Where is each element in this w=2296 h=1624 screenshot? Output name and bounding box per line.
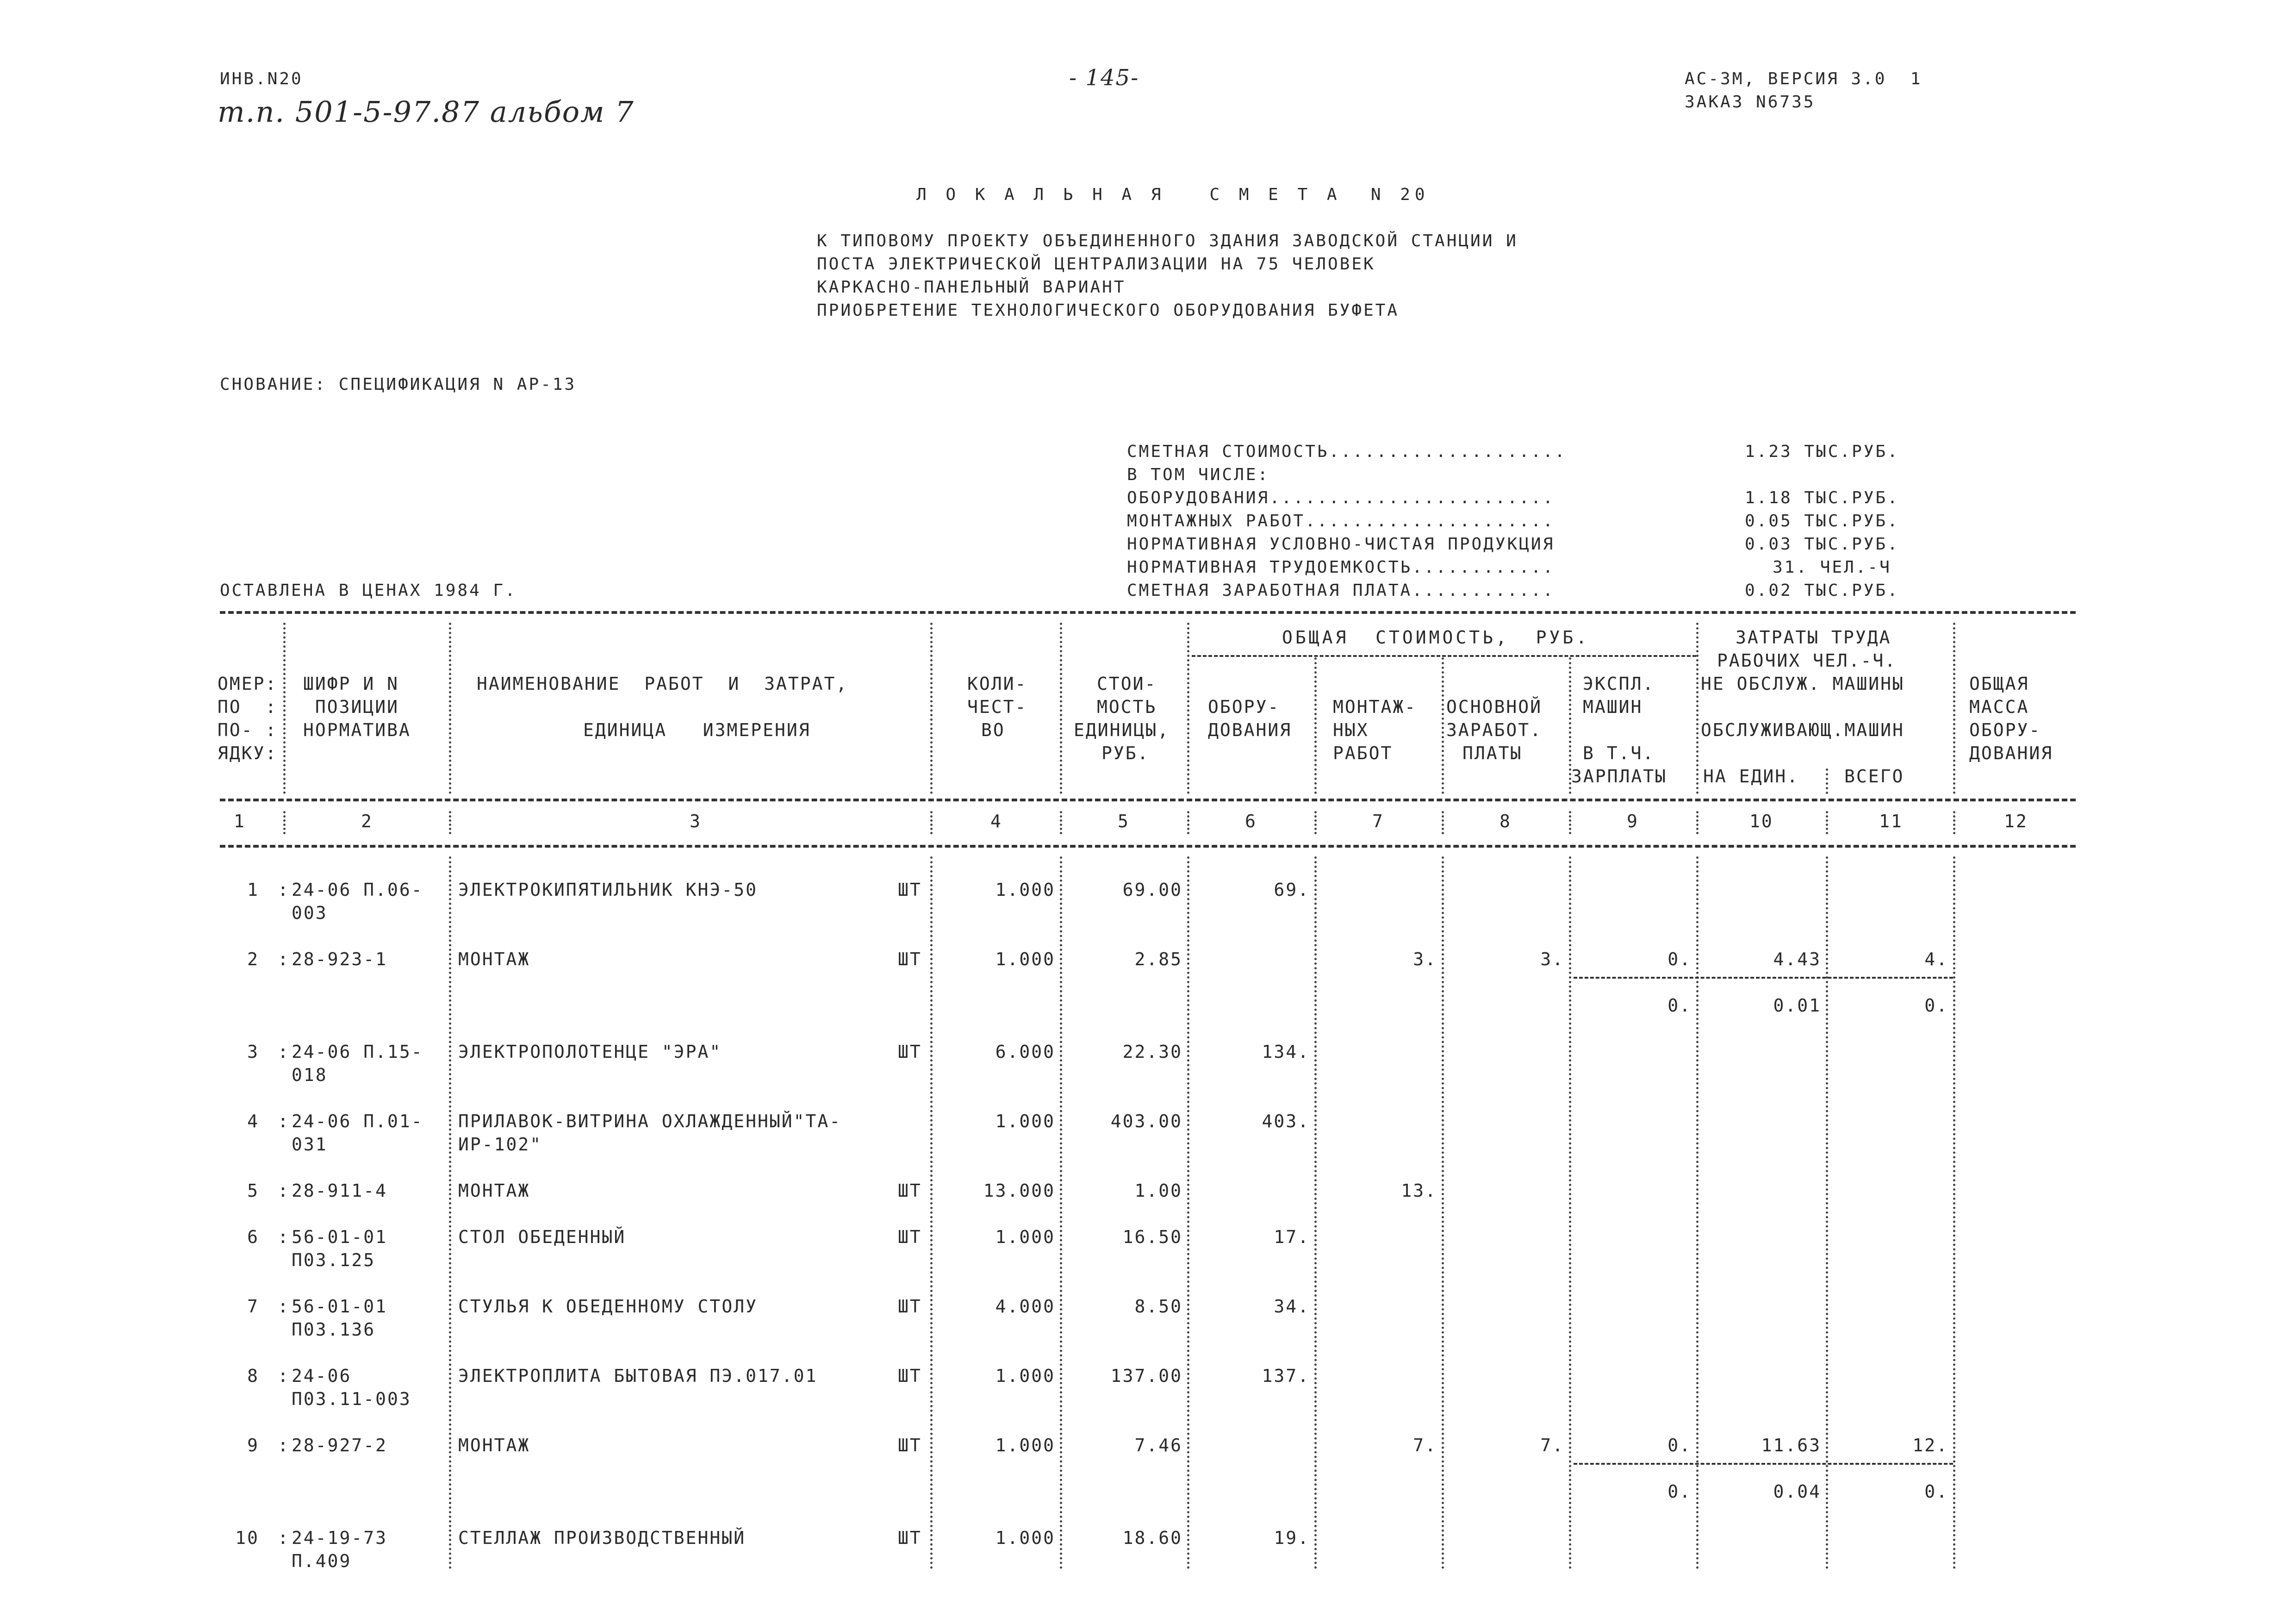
cell-separator: :: [278, 1111, 290, 1131]
column-separator: [1187, 856, 1189, 1569]
col2-header: НОРМАТИВА: [303, 720, 411, 740]
norm-code: П03.136: [292, 1319, 376, 1340]
summary-label: НОРМАТИВНАЯ ТРУДОЕМКОСТЬ............: [1127, 558, 1555, 577]
total-cost-group-header: ОБЩАЯ СТОИМОСТЬ, РУБ.: [1282, 627, 1590, 648]
item-name: ПРИЛАВОК-ВИТРИНА ОХЛАЖДЕННЫЙ"ТА-: [458, 1111, 842, 1131]
labor-group-header: РАБОЧИХ ЧЕЛ.-Ч.: [1717, 650, 1897, 671]
row-number: 8: [247, 1366, 259, 1386]
header-column-separator: [1060, 623, 1062, 794]
unit-price: 1.00: [1134, 1181, 1182, 1201]
base-wage: 7.: [1540, 1435, 1564, 1455]
column-separator: [1569, 856, 1571, 1569]
equipment-cost: 137.: [1262, 1366, 1310, 1386]
machine-operation: 0.: [1668, 1435, 1692, 1455]
quantity: 1.000: [995, 1528, 1055, 1548]
unit: ШТ: [898, 1435, 922, 1455]
column-number: 5: [1118, 811, 1130, 831]
summary-value: 0.03 ТЫС.РУБ.: [1745, 535, 1899, 554]
unit: ШТ: [898, 1366, 922, 1386]
column-separator: [1696, 856, 1699, 1569]
row-number: 5: [247, 1181, 259, 1201]
quantity: 13.000: [983, 1181, 1055, 1201]
cell-separator: :: [278, 880, 290, 900]
labor-subheader: ОБСЛУЖИВАЮЩ.МАШИН: [1701, 720, 1904, 740]
header-column-separator: [1826, 768, 1828, 794]
group-underline: [1192, 655, 1696, 657]
page-number: - 145-: [1069, 65, 1139, 91]
cell-separator: :: [278, 1528, 290, 1548]
program-version: АС-3М, ВЕРСИЯ 3.0 1: [1685, 69, 1923, 88]
title-line-3: КАРКАСНО-ПАНЕЛЬНЫЙ ВАРИАНТ: [817, 278, 1126, 297]
column-separator: [1187, 811, 1189, 834]
quantity: 1.000: [995, 949, 1055, 969]
column-number: 1: [234, 811, 246, 831]
column-number: 9: [1627, 811, 1639, 831]
unit: ШТ: [898, 1296, 922, 1317]
cell-separator: :: [278, 1366, 290, 1386]
quantity: 4.000: [995, 1296, 1055, 1317]
col9-header: ЭКСПЛ.: [1583, 674, 1655, 694]
column-number: 10: [1749, 811, 1773, 831]
col12-header: ОБЩАЯ: [1969, 674, 2029, 694]
summary-value: 1.23 ТЫС.РУБ.: [1745, 442, 1899, 461]
col9-header: В Т.Ч.: [1583, 743, 1655, 763]
header-column-separator: [449, 623, 451, 794]
column-number: 11: [1879, 811, 1903, 831]
installation-cost: 13.: [1401, 1181, 1437, 1201]
row-number: 4: [247, 1111, 259, 1131]
title-line-4: ПРИОБРЕТЕНИЕ ТЕХНОЛОГИЧЕСКОГО ОБОРУДОВАНИЯ БУФЕТА: [817, 301, 1400, 320]
quantity: 1.000: [995, 1111, 1055, 1131]
norm-code: П03.125: [292, 1250, 376, 1270]
unit-price: 137.00: [1110, 1366, 1182, 1386]
title-line-2: ПОСТА ЭЛЕКТРИЧЕСКОЙ ЦЕНТРАЛИЗАЦИИ НА 75 ЧЕЛОВЕК: [817, 255, 1375, 274]
row-number: 2: [247, 949, 259, 969]
norm-code: 24-19-73: [292, 1528, 388, 1548]
column-separator: [1060, 856, 1062, 1569]
cell-separator: :: [278, 1042, 290, 1062]
row-number: 3: [247, 1042, 259, 1062]
col5-header: ЕДИНИЦЫ,: [1074, 720, 1170, 740]
norm-code: 24-06 П.06-: [292, 880, 423, 900]
col9-header: ЗАРПЛАТЫ: [1571, 766, 1668, 787]
column-separator: [449, 856, 451, 1569]
column-number: 7: [1372, 811, 1384, 831]
equipment-cost: 19.: [1274, 1528, 1310, 1548]
equipment-cost: 17.: [1274, 1227, 1310, 1247]
row-number: 10: [235, 1528, 259, 1548]
labor-total: 4.: [1924, 949, 1948, 969]
installation-cost: 7.: [1413, 1435, 1437, 1455]
norm-code: 28-927-2: [292, 1435, 388, 1455]
col7-header: НЫХ: [1333, 720, 1369, 740]
column-number: 12: [2004, 811, 2028, 831]
col1-header: ПО :: [218, 697, 278, 717]
unit-price: 403.00: [1110, 1111, 1182, 1131]
summary-label: ОБОРУДОВАНИЯ........................: [1127, 488, 1555, 507]
col9-header: МАШИН: [1583, 697, 1643, 717]
inventory-number: ИНВ.N20: [220, 69, 303, 88]
summary-label: НОРМАТИВНАЯ УСЛОВНО-ЧИСТАЯ ПРОДУКЦИЯ: [1127, 535, 1555, 554]
column-number: 2: [361, 811, 373, 831]
cell-separator: :: [278, 949, 290, 969]
col5-header: МОСТЬ: [1097, 697, 1157, 717]
row-number: 1: [247, 880, 259, 900]
labor-group-header: ЗАТРАТЫ ТРУДА: [1736, 627, 1892, 648]
column-separator: [1314, 856, 1317, 1569]
norm-code: П.409: [292, 1551, 352, 1571]
column-separator: [1314, 811, 1317, 834]
unit-price: 8.50: [1134, 1296, 1182, 1317]
handwritten-project-reference: т.п. 501-5-97.87 альбом 7: [218, 95, 635, 129]
item-name: ЭЛЕКТРОПОЛОТЕНЦЕ "ЭРА": [458, 1042, 722, 1062]
summary-value: 0.05 ТЫС.РУБ.: [1745, 512, 1899, 531]
norm-code: 003: [292, 903, 328, 923]
col12-header: МАССА: [1969, 697, 2029, 717]
cell-separator: :: [278, 1227, 290, 1247]
sub-row-divider: [1574, 977, 1953, 979]
header-column-separator: [283, 623, 286, 794]
item-name: ИР-102": [458, 1134, 542, 1155]
header-column-separator: [1187, 623, 1189, 794]
equipment-cost: 403.: [1262, 1111, 1310, 1131]
unit: ШТ: [898, 880, 922, 900]
summary-label: МОНТАЖНЫХ РАБОТ.....................: [1127, 512, 1555, 531]
column-separator: [1442, 811, 1444, 834]
machine-operation: 0.: [1668, 949, 1692, 969]
col4-header: ВО: [981, 720, 1005, 740]
column-number-bottom-rule: [220, 845, 2076, 848]
col7-header: РАБОТ: [1333, 743, 1393, 763]
column-number: 6: [1245, 811, 1257, 831]
summary-value: 31. ЧЕЛ.-Ч: [1773, 558, 1892, 577]
column-separator: [1060, 811, 1062, 834]
equipment-cost: 134.: [1262, 1042, 1310, 1062]
summary-value: 0.02 ТЫС.РУБ.: [1745, 581, 1899, 600]
cell-separator: :: [278, 1296, 290, 1317]
header-column-separator: [1442, 657, 1444, 794]
column-separator: [449, 811, 451, 834]
labor-total: 12.: [1912, 1435, 1948, 1455]
item-name: СТУЛЬЯ К ОБЕДЕННОМУ СТОЛУ: [458, 1296, 758, 1317]
col1-header: ЯДКУ:: [218, 743, 278, 763]
item-name: ЭЛЕКТРОКИПЯТИЛЬНИК КНЭ-50: [458, 880, 758, 900]
quantity: 1.000: [995, 1366, 1055, 1386]
column-number: 3: [690, 811, 702, 831]
col8-header: ОСНОВНОЙ: [1446, 697, 1543, 717]
document-heading: Л О К А Л Ь Н А Я С М Е Т А N 20: [916, 185, 1430, 204]
summary-label: СМЕТНАЯ СТОИМОСТЬ....................: [1127, 442, 1567, 461]
norm-code: 031: [292, 1134, 328, 1155]
labor-subheader: НЕ ОБСЛУЖ. МАШИНЫ: [1701, 674, 1904, 694]
norm-code: 28-911-4: [292, 1181, 388, 1201]
header-column-separator: [1953, 623, 1955, 794]
labor-per-unit: 4.43: [1773, 949, 1821, 969]
header-column-separator: [1314, 657, 1317, 794]
norm-code: 24-06 П.15-: [292, 1042, 423, 1062]
unit-price: 16.50: [1122, 1227, 1182, 1247]
item-name: СТЕЛЛАЖ ПРОИЗВОДСТВЕННЫЙ: [458, 1528, 746, 1548]
column-separator: [930, 856, 933, 1569]
quantity: 6.000: [995, 1042, 1055, 1062]
column-separator: [1442, 856, 1444, 1569]
column-separator: [930, 811, 933, 834]
installation-cost: 3.: [1413, 949, 1437, 969]
col5-header: РУБ.: [1101, 743, 1150, 763]
quantity: 1.000: [995, 880, 1055, 900]
norm-code: 28-923-1: [292, 949, 388, 969]
column-separator: [1953, 856, 1955, 1569]
col11-header: ВСЕГО: [1844, 766, 1904, 787]
machine-labor-total: 0.: [1924, 995, 1948, 1016]
norm-code: П03.11-003: [292, 1389, 411, 1409]
col1-header: ОМЕР:: [218, 674, 278, 694]
col2-header: ШИФР И N: [303, 674, 399, 694]
quantity: 1.000: [995, 1435, 1055, 1455]
norm-code: 56-01-01: [292, 1296, 388, 1317]
quantity: 1.000: [995, 1227, 1055, 1247]
unit-price: 69.00: [1122, 880, 1182, 900]
unit: ШТ: [898, 1042, 922, 1062]
machine-wage: 0.: [1668, 995, 1692, 1016]
col10-header: НА ЕДИН.: [1703, 766, 1799, 787]
item-name: СТОЛ ОБЕДЕННЫЙ: [458, 1227, 626, 1247]
column-separator: [1826, 811, 1828, 834]
machine-wage: 0.: [1668, 1481, 1692, 1502]
table-top-rule: [220, 611, 2076, 614]
col1-header: ПО- :: [218, 720, 278, 740]
col8-header: ЗАРАБОТ.: [1446, 720, 1543, 740]
column-number: 4: [990, 811, 1002, 831]
machine-labor-total: 0.: [1924, 1481, 1948, 1502]
title-line-1: К ТИПОВОМУ ПРОЕКТУ ОБЪЕДИНЕННОГО ЗДАНИЯ ЗАВОДСКОЙ СТАНЦИИ И: [817, 231, 1518, 250]
price-level-note: ОСТАВЛЕНА В ЦЕНАХ 1984 Г.: [220, 581, 517, 600]
column-number: 8: [1500, 811, 1512, 831]
machine-labor-per-unit: 0.04: [1773, 1481, 1821, 1502]
col4-header: КОЛИ-: [967, 674, 1027, 694]
basis-line: СНОВАНИЕ: СПЕЦИФИКАЦИЯ N АР-13: [220, 375, 577, 394]
summary-value: 1.18 ТЫС.РУБ.: [1745, 488, 1899, 507]
col12-header: ОБОРУ-: [1969, 720, 2041, 740]
unit: ШТ: [898, 949, 922, 969]
item-name: ЭЛЕКТРОПЛИТА БЫТОВАЯ ПЭ.017.01: [458, 1366, 818, 1386]
cell-separator: :: [278, 1181, 290, 1201]
summary-label: СМЕТНАЯ ЗАРАБОТНАЯ ПЛАТА............: [1127, 581, 1555, 600]
unit: ШТ: [898, 1528, 922, 1548]
column-separator: [1696, 811, 1699, 834]
col6-header: ОБОРУ-: [1208, 697, 1280, 717]
unit-price: 22.30: [1122, 1042, 1182, 1062]
col8-header: ПЛАТЫ: [1462, 743, 1523, 763]
col12-header: ДОВАНИЯ: [1969, 743, 2053, 763]
col3-header: ЕДИНИЦА ИЗМЕРЕНИЯ: [583, 720, 811, 740]
cell-separator: :: [278, 1435, 290, 1455]
norm-code: 56-01-01: [292, 1227, 388, 1247]
equipment-cost: 34.: [1274, 1296, 1310, 1317]
sub-row-divider: [1574, 1463, 1953, 1465]
row-number: 6: [247, 1227, 259, 1247]
row-number: 7: [247, 1296, 259, 1317]
header-bottom-rule: [220, 799, 2076, 801]
unit-price: 7.46: [1134, 1435, 1182, 1455]
order-number: ЗАКАЗ N6735: [1685, 93, 1816, 112]
norm-code: 018: [292, 1065, 328, 1085]
column-separator: [1953, 811, 1955, 834]
column-separator: [283, 811, 286, 834]
unit-price: 18.60: [1122, 1528, 1182, 1548]
col7-header: МОНТАЖ-: [1333, 697, 1417, 717]
summary-label: В ТОМ ЧИСЛЕ:: [1127, 465, 1270, 484]
col6-header: ДОВАНИЯ: [1208, 720, 1292, 740]
norm-code: 24-06 П.01-: [292, 1111, 423, 1131]
item-name: МОНТАЖ: [458, 949, 530, 969]
unit: ШТ: [898, 1181, 922, 1201]
column-separator: [1826, 856, 1828, 1569]
row-number: 9: [247, 1435, 259, 1455]
norm-code: 24-06: [292, 1366, 352, 1386]
col5-header: СТОИ-: [1097, 674, 1157, 694]
header-column-separator: [930, 623, 933, 794]
equipment-cost: 69.: [1274, 880, 1310, 900]
unit: ШТ: [898, 1227, 922, 1247]
col2-header: ПОЗИЦИИ: [303, 697, 399, 717]
col4-header: ЧЕСТ-: [967, 697, 1027, 717]
item-name: МОНТАЖ: [458, 1435, 530, 1455]
base-wage: 3.: [1540, 949, 1564, 969]
col3-header: НАИМЕНОВАНИЕ РАБОТ И ЗАТРАТ,: [477, 674, 848, 694]
unit-price: 2.85: [1134, 949, 1182, 969]
machine-labor-per-unit: 0.01: [1773, 995, 1821, 1016]
column-separator: [1569, 811, 1571, 834]
item-name: МОНТАЖ: [458, 1181, 530, 1201]
labor-per-unit: 11.63: [1761, 1435, 1821, 1455]
header-column-separator: [1696, 623, 1699, 794]
